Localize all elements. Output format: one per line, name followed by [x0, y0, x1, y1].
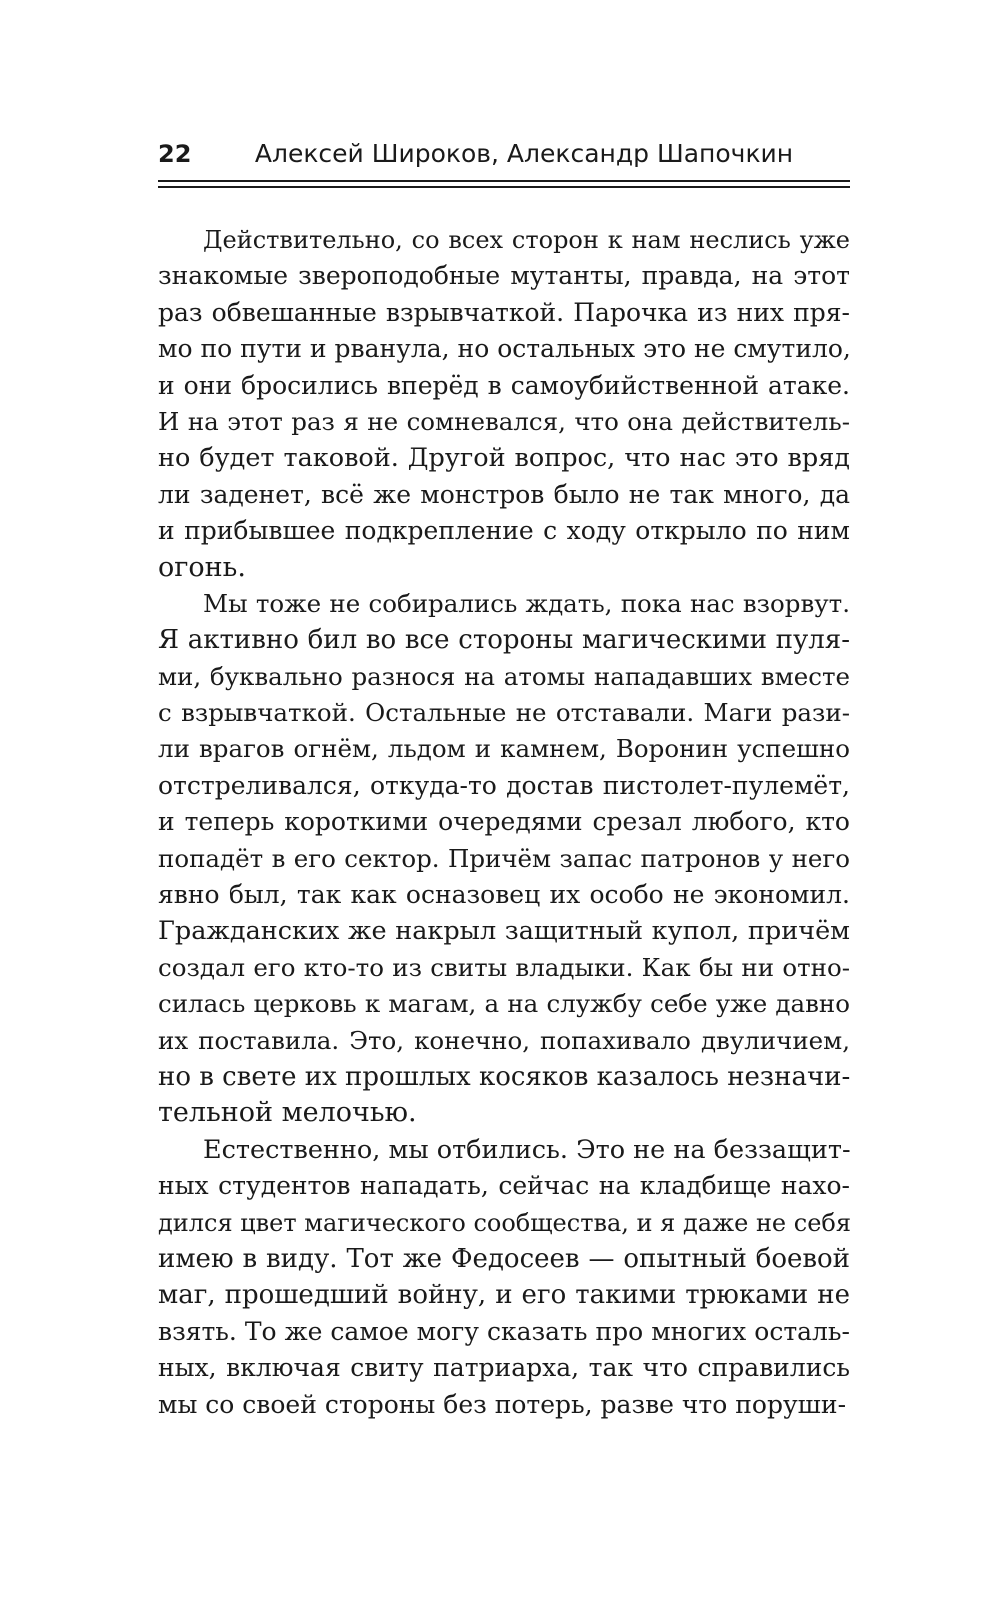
text-line: Действительно, со всех сторон к нам неслись уже	[203, 226, 850, 254]
text-line: отстреливался, откуда-то достав пистолет-пулемёт,	[158, 770, 850, 800]
text-line: огонь.	[158, 551, 246, 583]
running-head: Алексей Широков, Александр Шапочкин	[254, 139, 794, 168]
text-line: ми, буквально разнося на атомы нападавших вместе	[158, 661, 850, 691]
text-line: и теперь короткими очередями срезал любого, кто	[158, 807, 850, 837]
paragraph	[158, 222, 850, 586]
paragraph	[158, 1132, 850, 1423]
text-line: дился цвет магического сообщества, и я даже не себя	[158, 1208, 851, 1237]
body-text	[158, 222, 850, 1423]
text-line: мы со своей стороны без потерь, разве что поруши-	[158, 1389, 847, 1419]
text-line: Мы тоже не собирались ждать, пока нас взорвут.	[203, 588, 850, 618]
page-header	[158, 136, 850, 176]
page-number: 22	[158, 140, 192, 168]
text-line: ли врагов огнём, льдом и камнем, Воронин успешно	[158, 734, 850, 764]
text-line: взять. То же самое могу сказать про многих осталь-	[158, 1316, 850, 1346]
text-line: и они бросились вперёд в самоубийственной атаке.	[158, 370, 850, 400]
text-line: но будет таковой. Другой вопрос, что нас это вряд	[158, 443, 850, 474]
text-line: ных, включая свиту патриарха, так что справились	[158, 1353, 850, 1383]
text-line: создал его кто-то из свиты владыки. Как бы ни отно-	[158, 952, 850, 982]
text-line: Я активно бил во все стороны магическими пуля-	[158, 625, 850, 656]
text-line: ли заденет, всё же монстров было не так много, да	[158, 479, 850, 509]
header-rule-top	[158, 180, 850, 182]
text-line: И на этот раз я не сомневался, что она действитель-	[158, 406, 850, 436]
text-line: с взрывчаткой. Остальные не отставали. Маги рази-	[158, 698, 850, 728]
text-line: но в свете их прошлых косяков казалось незначи-	[158, 1061, 851, 1092]
paragraph	[158, 586, 850, 1132]
text-line: явно был, так как осназовец их особо не экономил.	[158, 880, 850, 910]
text-line: имею в виду. Тот же Федосеев — опытный боевой	[158, 1243, 850, 1274]
text-line: мо по пути и рванула, но остальных это не смутило,	[158, 334, 851, 364]
text-line: Гражданских же накрыл защитный купол, причём	[158, 916, 850, 947]
text-line: тельной мелочью.	[158, 1097, 417, 1129]
text-line: знакомые звероподобные мутанты, правда, на этот	[158, 261, 850, 291]
header-rule-bottom	[158, 186, 850, 188]
text-line: попадёт в его сектор. Причём запас патронов у него	[158, 843, 850, 873]
text-line: раз обвешанные взрывчаткой. Парочка из них пря-	[158, 297, 850, 327]
text-line: их поставила. Это, конечно, попахивало двуличием,	[158, 1025, 850, 1055]
text-line: и прибывшее подкрепление с ходу открыло по ним	[158, 516, 850, 546]
text-line: Естественно, мы отбились. Это не на беззащит-	[203, 1134, 851, 1165]
text-line: маг, прошедший войну, и его такими трюками не	[158, 1280, 850, 1311]
text-line: ных студентов нападать, сейчас на кладбище нахо-	[158, 1171, 850, 1201]
text-line: силась церковь к магам, а на службу себе уже давно	[158, 989, 850, 1019]
